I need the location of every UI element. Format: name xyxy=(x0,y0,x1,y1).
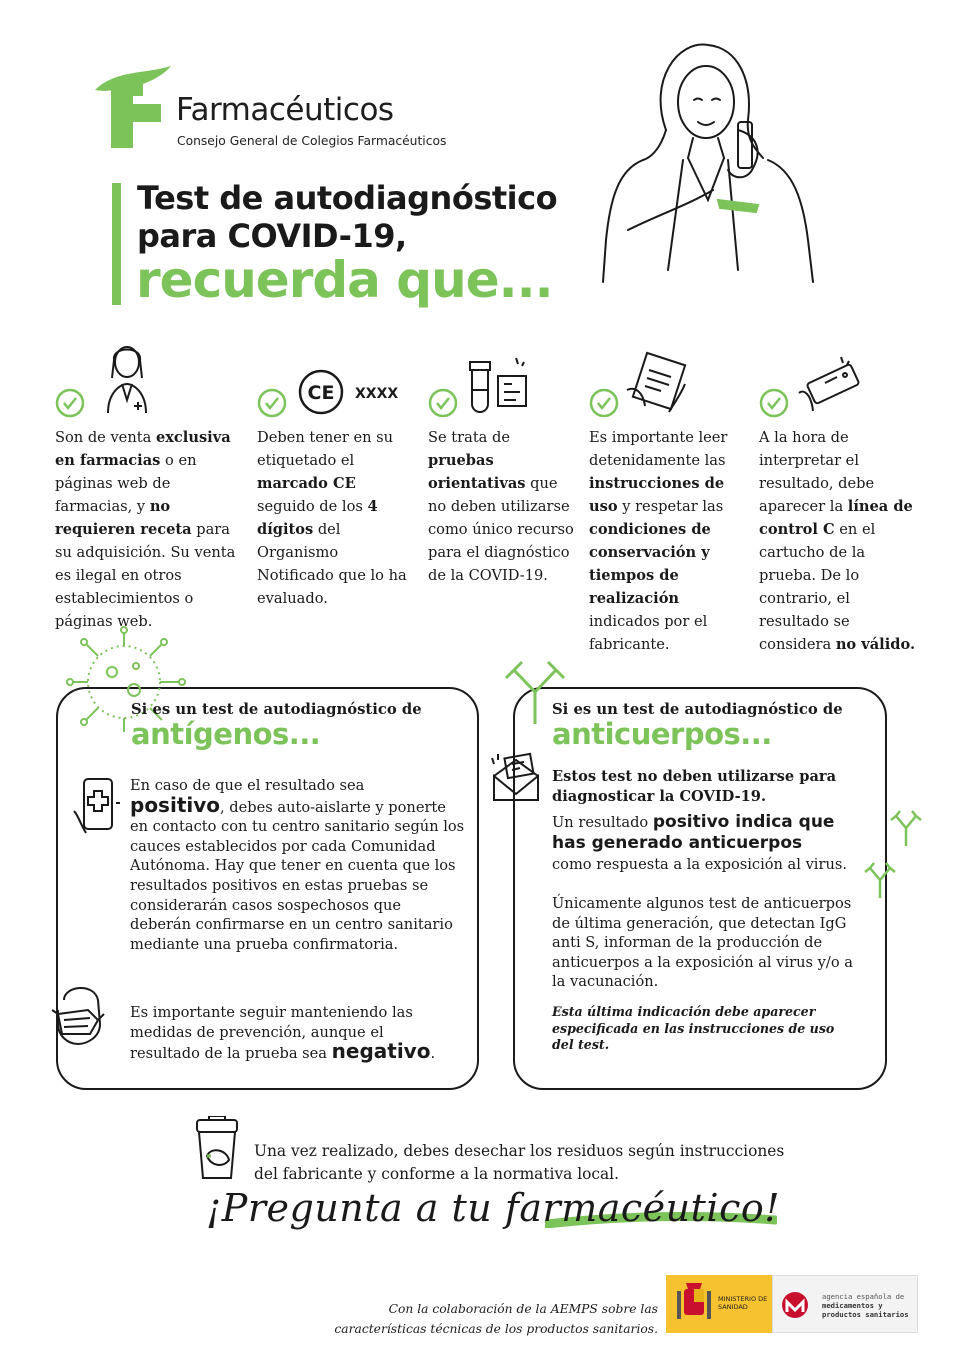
point-text-bold: exclusiva en farmacias xyxy=(55,429,231,469)
antibody-p2-pre: Un resultado xyxy=(552,814,653,831)
antigen-p2-post: . xyxy=(430,1045,436,1063)
title-line-2: para COVID-19, xyxy=(137,217,407,255)
point-text xyxy=(759,426,919,656)
positive-antibodies-phrase: positivo indica que has generado anticuerpos xyxy=(552,812,835,853)
aemps-line-3: productos sanitarios xyxy=(822,1310,909,1319)
aemps-line-2: medicamentos y xyxy=(822,1301,883,1310)
aemps-line-1: agencia española de xyxy=(822,1292,905,1301)
ministerio-sanidad-logo xyxy=(666,1275,772,1333)
point-text-bold: no requieren receta xyxy=(55,498,192,538)
ce-mark-icon xyxy=(297,368,345,416)
point-text-bold: condiciones de conservación y tiempos de realización xyxy=(589,521,711,607)
antibody-generation-text: Únicamente algunos test de anticuerpos de última generación, que detectan IgG anti S, informan de la producción de anticuerpos a la exposición al virus y/o a la vacunación. xyxy=(552,895,853,991)
phone-health-icon xyxy=(72,775,124,837)
antigen-negative-text xyxy=(130,1003,450,1064)
ministerio-label: MINISTERIO DE SANIDAD xyxy=(718,1295,768,1311)
coat-of-arms-icon xyxy=(674,1281,714,1327)
point-text-run: seguido de los xyxy=(257,498,368,515)
check-icon xyxy=(759,388,789,418)
aemps-logo xyxy=(772,1275,918,1333)
disposal-text: Una vez realizado, debes desechar los residuos según instrucciones del fabricante y conforme a la normativa local. xyxy=(254,1142,785,1183)
point-text-run: y respetar las xyxy=(617,498,724,515)
test-cassette-icon xyxy=(795,353,861,419)
antibody-lead: Si es un test de autodiagnóstico de xyxy=(552,701,843,718)
test-tube-icon xyxy=(464,356,532,420)
farmaceuticos-logo-icon xyxy=(85,62,175,152)
point-text xyxy=(257,426,407,610)
point-text-bold: pruebas orientativas xyxy=(428,452,526,492)
title-line-1: Test de autodiagnóstico xyxy=(137,179,558,217)
check-icon xyxy=(589,388,619,418)
point-text xyxy=(589,426,739,656)
point-text-bold: línea de control C xyxy=(759,498,913,538)
antigen-lead: Si es un test de autodiagnóstico de xyxy=(131,701,422,718)
test-envelope-icon xyxy=(488,752,544,804)
antibody-note: Esta última indicación debe aparecer especificada en las instrucciones de uso del test. xyxy=(552,1004,835,1052)
antibody-warning: Estos test no deben utilizarse para diagnosticar la COVID-19. xyxy=(552,768,837,805)
title-accent-bar xyxy=(112,183,121,305)
svg-text:CE: CE xyxy=(307,382,335,404)
point-text-run: A la hora de interpretar el resultado, debe aparecer la xyxy=(759,429,875,515)
positive-word: positivo xyxy=(130,792,221,817)
point-text-run: indicados por el fabricante. xyxy=(589,613,708,653)
waste-bin-icon xyxy=(193,1116,241,1180)
antibody-icon xyxy=(888,808,924,848)
pharmacist-illustration xyxy=(588,40,838,290)
instructions-icon xyxy=(625,350,691,416)
point-text-run: Se trata de xyxy=(428,429,510,446)
check-icon xyxy=(257,388,287,418)
title-line-3: recuerda que... xyxy=(136,251,553,309)
antigen-heading: antígenos... xyxy=(131,717,321,751)
point-text xyxy=(55,426,240,633)
point-text-run: que no deben utilizarse como único recurso para el diagnóstico de la COVID-19. xyxy=(428,475,574,584)
antigen-p2-pre: Es importante seguir manteniendo las medidas de prevención, aunque el resultado de la prueba sea xyxy=(130,1004,413,1063)
negative-word: negativo xyxy=(331,1039,431,1064)
point-text-run: para su adquisición. Su venta es ilegal en otros establecimientos o páginas web. xyxy=(55,521,236,630)
point-text-run: del Organismo Notificado que lo ha evaluado. xyxy=(257,521,407,607)
face-mask-icon xyxy=(50,980,108,1048)
aemps-label xyxy=(822,1292,909,1319)
antigen-positive-text xyxy=(130,776,465,954)
point-text-bold: 4 dígitos xyxy=(257,498,378,538)
check-icon xyxy=(428,388,458,418)
ce-code: XXXX xyxy=(355,386,399,402)
point-text-run: o en páginas web de farmacias, y xyxy=(55,452,197,515)
antigen-p1-pre: En caso de que el resultado sea xyxy=(130,777,365,794)
antibody-positive-text xyxy=(552,812,872,875)
check-icon xyxy=(55,388,85,418)
point-text-run: Deben tener en su etiquetado el xyxy=(257,429,394,469)
antibody-p2-post: como respuesta a la exposición al virus. xyxy=(552,856,847,873)
antigen-p1-post: , debes auto-aislarte y ponerte en contacto con tu centro sanitario según los cauces establecidos por cada Comunidad Autónoma. Hay que tener en cuenta que los resultados positivos en estas pruebas se considerarán casos sospechosos que deberán confirmarse en un centro sanitario mediante una prueba confirmatoria. xyxy=(130,798,465,953)
antibody-heading: anticuerpos... xyxy=(552,717,772,751)
point-text-run: en el cartucho de la prueba. De lo contrario, el resultado se considera xyxy=(759,521,876,653)
brand-name: Farmacéuticos xyxy=(176,92,394,128)
collaboration-note: Con la colaboración de la AEMPS sobre las características técnicas de los productos sanitarios. xyxy=(334,1302,658,1336)
point-text-bold: instrucciones de uso xyxy=(589,475,725,515)
aemps-mark-icon xyxy=(779,1290,819,1320)
point-text-run: Es importante leer detenidamente las xyxy=(589,429,728,469)
point-text-run: Son de venta xyxy=(55,429,156,446)
brand-subtitle: Consejo General de Colegios Farmacéuticos xyxy=(177,134,447,148)
ask-pharmacist: ¡Pregunta a tu farmacéutico! xyxy=(206,1186,780,1230)
point-text-bold: no válido. xyxy=(835,636,916,653)
point-text xyxy=(428,426,578,587)
point-text-bold: marcado CE xyxy=(257,475,356,492)
pharmacist-icon xyxy=(100,338,155,418)
